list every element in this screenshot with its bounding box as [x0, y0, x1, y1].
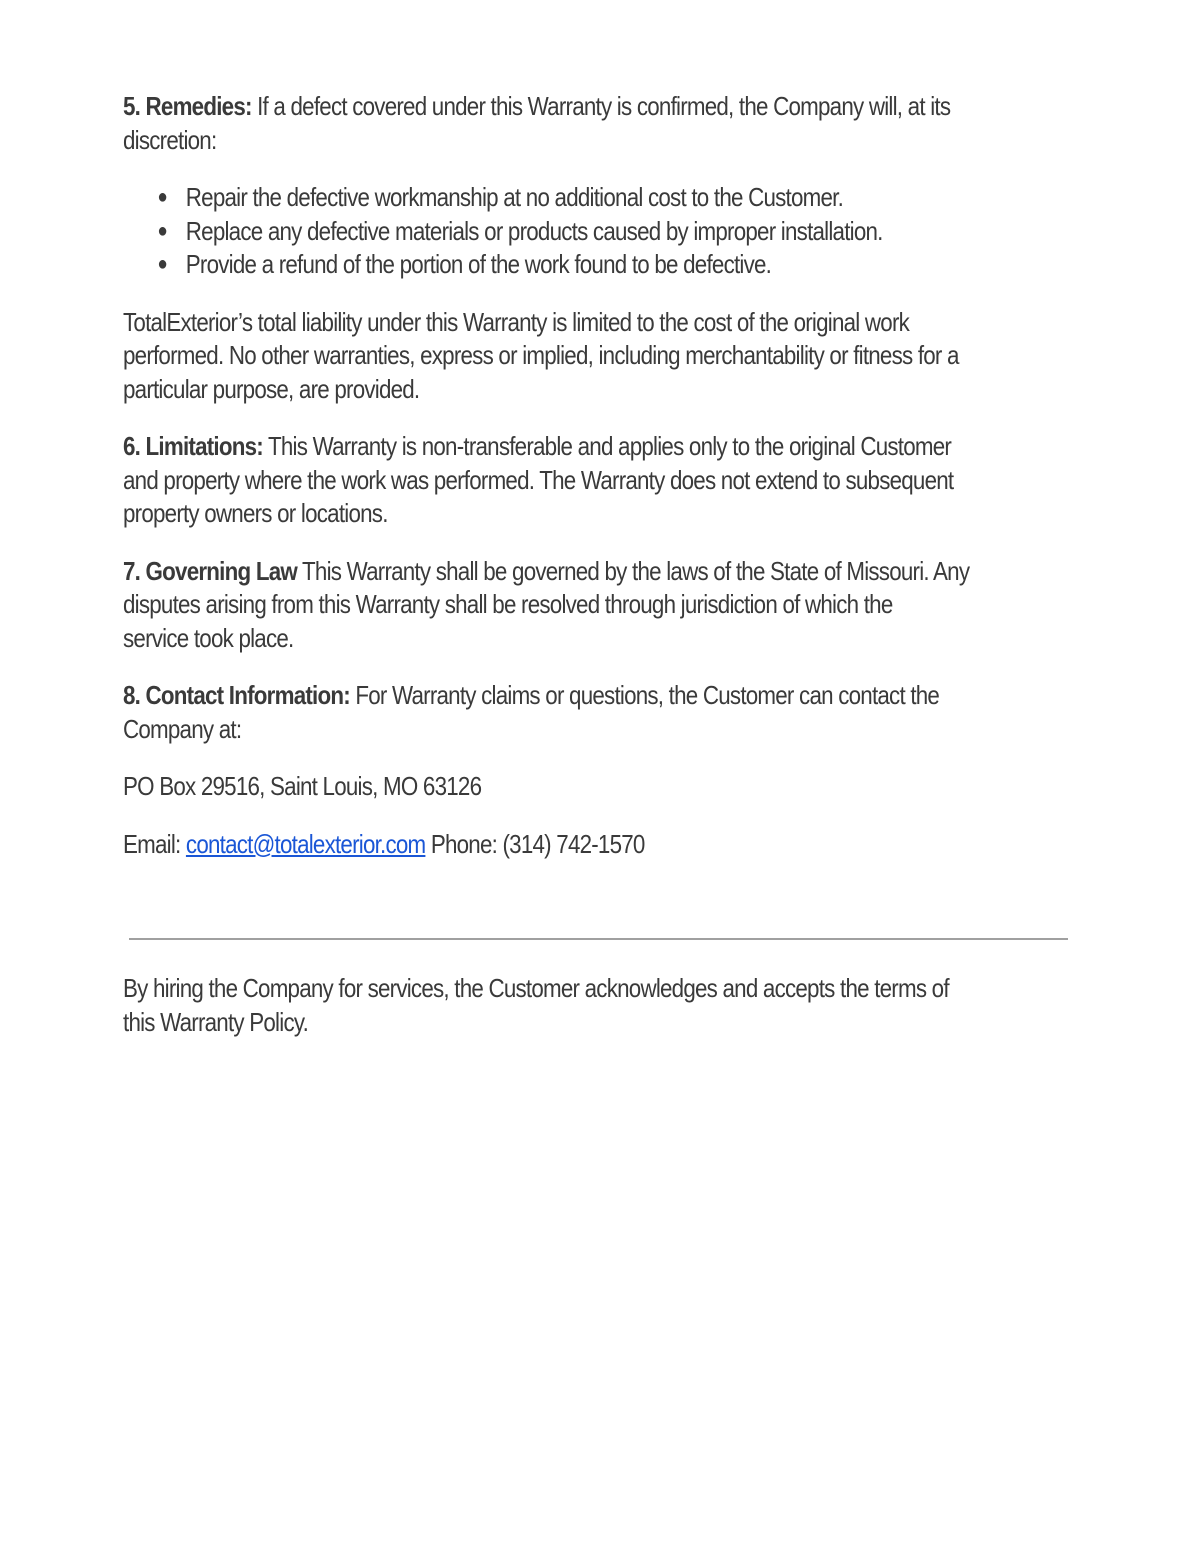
governing-law-paragraph: 7. Governing Law This Warranty shall be governed by the laws of the State of Missouri. Any disputes arising from this Warranty shall be resolved through jurisdiction of which the service took place.	[123, 555, 970, 653]
list-item: ● Provide a refund of the portion of the work found to be defective.	[123, 248, 1078, 282]
bullet-icon: ●	[157, 219, 168, 242]
remedies-list	[123, 181, 1078, 282]
contact-paragraph: 8. Contact Information: For Warranty claims or questions, the Customer can contact the Company at:	[123, 680, 940, 744]
governing-law-heading: 7. Governing Law	[123, 555, 297, 586]
email-link[interactable]: contact@totalexterior.com	[185, 828, 426, 859]
phone-text: Phone: (314) 742-1570	[425, 828, 645, 859]
bullet-icon: ●	[157, 186, 168, 208]
limitations-paragraph: 6. Limitations: This Warranty is non-transferable and applies only to the original Customer and property where the work was performed. The Warranty does not extend to subsequent property owners or locations.	[123, 431, 954, 528]
contact-heading: 8. Contact Information:	[123, 680, 350, 710]
closing-paragraph: By hiring the Company for services, the Customer acknowledges and accepts the terms of this Warranty Policy.	[123, 973, 949, 1037]
remedies-text: If a defect covered under this Warranty is confirmed, the Company will, at its	[251, 91, 951, 121]
liability-paragraph: TotalExterior’s total liability under this Warranty is limited to the cost of the original work performed. No other warranties, express or implied, including merchantability or fitness for a particular purpose, are provided.	[123, 306, 959, 404]
email-label: Email:	[123, 828, 186, 859]
remedies-paragraph	[123, 90, 1078, 157]
list-item: ● Repair the defective workmanship at no additional cost to the Customer.	[123, 181, 1078, 215]
list-item: ● Replace any defective materials or products caused by improper installation.	[123, 215, 1078, 249]
limitations-heading: 6. Limitations:	[123, 431, 263, 461]
horizontal-divider	[129, 938, 1068, 940]
email-phone-line	[123, 828, 1078, 862]
document-page	[123, 90, 1078, 861]
closing-section	[123, 972, 1200, 1039]
remedies-text-cont: discretion:	[123, 124, 217, 155]
remedies-heading: 5. Remedies:	[123, 91, 252, 121]
bullet-icon: ●	[157, 253, 168, 275]
address-line: PO Box 29516, Saint Louis, MO 63126	[123, 771, 482, 801]
